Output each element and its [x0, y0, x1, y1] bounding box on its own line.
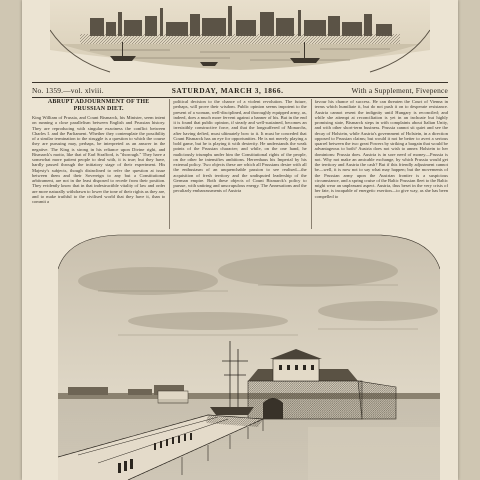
article-headline: ABRUPT ADJOURNMENT OF THE PRUSSIAN DIET.: [47, 99, 150, 112]
issue-date: SATURDAY, MARCH 3, 1866.: [171, 85, 284, 95]
masthead-engraving: [50, 0, 430, 80]
supplement-note: With a Supplement, Fivepence: [351, 85, 448, 95]
issue-bar: [32, 82, 448, 98]
article-columns: [32, 99, 448, 229]
fortress-illustration: [58, 231, 440, 480]
column-1: [32, 99, 165, 229]
newspaper-page: [22, 0, 458, 480]
column-1-text: King William of Prussia, and Count Bismarck, his Minister, seem intent on running a close parallelism between English and Prussian history. They are reproducing with singular exactness the conflict between Charles I. and the Parliament. Whether they contemplate the possibility of a similar termination to the struggle is a question to which the course they are pursuing may, perhaps, be interpreted as an answer in the negative. The King is strong in his reliance upon Divine right, and Bismarck's motto, like that of Earl Strafford, is "thorough." They have a somewhat more patient people to deal with, it is true; but they have, hardly passed through the initiatory stage of their experiment. His Majesty's subjects, though disinclined to refer the question at issue between them and their Sovereign to any but a Constitutional arbitrament, are not in the least disposed to recede from their position. They evidently know that in that indestructible vitality of law and order are more naturally withdrawn to lower the tone of their rights as they are, and to make truthful to the civilised world that they have it, than to commit a: [32, 115, 166, 204]
column-2-text: political decision to the chance of a violent revolution. The future, perhaps, will prove their wisdom. Public opinion seems impotent to the present of a woman, well-disciplined, and thoroughly equipped army, as, indeed, does a much more fervent against a banner of his. But in the end it is found that public opinion, if steady and well-sustained, becomes an irresistibly constructive force, and that the longsuffered of Monarchs, after having defied, must ultimately bow to it. It must be conceded that Count Bismarck has an eye for opportunities. He is not merely playing a bold game, but he is playing it with dexterity. He understands the weak points of the Prussian character; and while, on the one hand, he maliciously triumphs under him the Constitutional rights of the people, on the other he intensifies ambitions. Herrenhaus his Imperial by his external policy. Two objects these are which all Prussians desire with all the enthusiasm of an unquenchable passion to see realised—the acquisition of fresh territory and the undisputed leadership of the German empire. Both these objects of Count Bismarck's policy to pursue, with untiring and unscrupulous energy. The Annexations and the peculiarly embarrassments of Austria: [173, 99, 307, 194]
issue-number: No. 1359.—vol. xlviii.: [32, 85, 104, 95]
column-3: [311, 99, 448, 229]
column-3-text: favour his chance of success. He can threaten the Court of Vienna in terms which humiliate it, but do not push it on to desperate resistance. Austria cannot resent the indignity until Hungary is reconciled; and while she attempt at reconciliation is yet in an inchoate but highly promising state, Bismarck steps in with complaints about Italian Unity, and with other short-term business. Prussia cannot sit quiet and see the decay of Holstein, while Austria's government of Holstein, in a direction opposed to Prussian claims; but would it not be better to avert a serious quarrel between the two great Powers by striking a bargain that would be advantageous to both? Austria does not wish to annex Holstein to her dominions: Prussia does. Austria is in sore need of money—Prussia is not. Why not make an amicable exchange, by which Prussia would get the territory and Austria the cash? But if this friendly adjustment cannot be—well, it is now not to say what may happen; but the movements of the Prussian army upon the Austrian frontier is a suspicious circumstance, and a spring cruise of the Baltic Prussian fleet to the Baltic might wear an unpleasant aspect. Austria, thus beset in the very crisis of her fate, is incapable of energetic exertion—to give way, as she has been compelled to: [314, 99, 448, 199]
column-2: [169, 99, 306, 229]
